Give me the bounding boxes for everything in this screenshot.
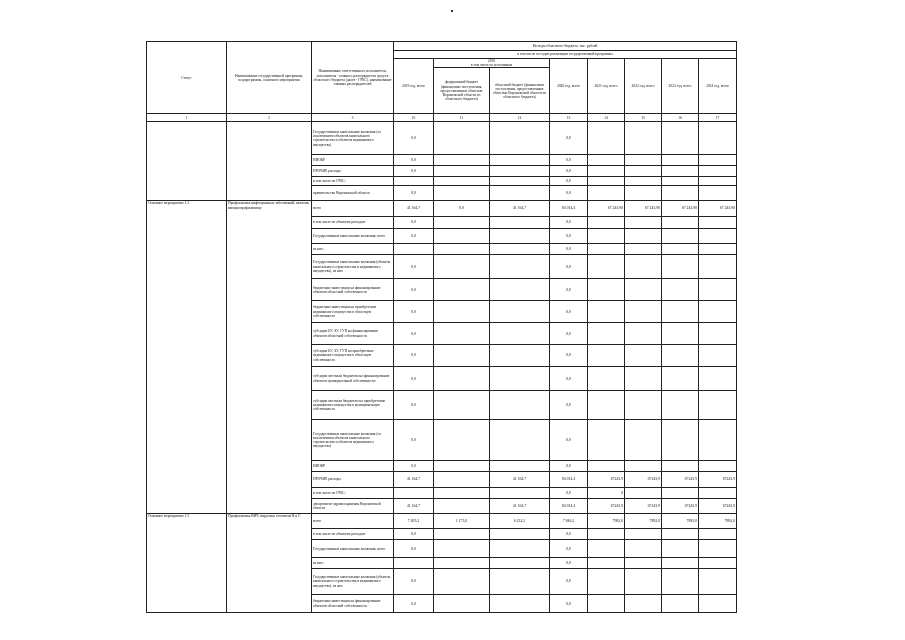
row-executor-cell: ПРОЧИЕ расходы [312, 472, 394, 487]
row-value-cell [434, 216, 490, 228]
row-value-cell [699, 244, 737, 255]
row-value-cell: 67 243,90 [699, 201, 737, 216]
row-value-cell [490, 122, 550, 155]
row-value-cell: 0,0 [434, 201, 490, 216]
row-value-cell [588, 540, 625, 558]
row-executor-cell: правительство Воронежской области [312, 186, 394, 201]
header-budget-title: Расходы областного бюджета, тыс. рублей [394, 42, 737, 51]
budget-table [146, 41, 737, 613]
header-years-subtitle: в том числе по годам реализации государственной программы [394, 51, 737, 59]
row-value-cell [490, 323, 550, 345]
row-value-cell: 67243,9 [588, 472, 625, 487]
row-value-cell: 7892,0 [662, 514, 699, 529]
row-value-cell [434, 419, 490, 461]
row-value-cell: 41 164,7 [394, 498, 434, 513]
row-value-cell: 84 014,4 [550, 498, 588, 513]
row-value-cell [490, 595, 550, 613]
row-value-cell [699, 255, 737, 279]
row-value-cell [662, 155, 699, 166]
row-value-cell [434, 498, 490, 513]
row-value-cell: 41 164,7 [490, 498, 550, 513]
row-value-cell: 41 164,7 [394, 472, 434, 487]
table-body [147, 122, 737, 613]
row-value-cell [662, 244, 699, 255]
row-value-cell [662, 391, 699, 420]
row-value-cell [625, 487, 662, 498]
row-value-cell [434, 487, 490, 498]
row-value-cell [662, 323, 699, 345]
row-value-cell [394, 177, 434, 186]
row-value-cell: 0,0 [394, 323, 434, 345]
row-value-cell: 0,0 [394, 391, 434, 420]
table-header [147, 42, 737, 122]
row-value-cell [588, 461, 625, 472]
row-value-cell [662, 228, 699, 243]
row-value-cell: 0,0 [550, 595, 588, 613]
row-value-cell: 0,0 [550, 323, 588, 345]
header-year-2023: 2023 год, всего [662, 59, 699, 114]
row-value-cell [699, 568, 737, 594]
row-value-cell: 0,0 [550, 177, 588, 186]
row-value-cell: 0,0 [394, 595, 434, 613]
row-value-cell [662, 487, 699, 498]
row-value-cell: 0,0 [550, 419, 588, 461]
col-number: 2 [227, 114, 312, 122]
row-value-cell: 0,0 [550, 367, 588, 391]
row-value-cell [490, 529, 550, 540]
row-value-cell: 1 173,0 [434, 514, 490, 529]
row-value-cell [588, 323, 625, 345]
row-value-cell [434, 391, 490, 420]
row-value-cell [625, 540, 662, 558]
row-status-cell: Основное мероприятие 1.2 [147, 201, 227, 514]
row-value-cell: 0,0 [550, 255, 588, 279]
row-value-cell: 0,0 [550, 228, 588, 243]
row-value-cell [434, 255, 490, 279]
row-value-cell [662, 557, 699, 568]
row-value-cell: 0,0 [394, 166, 434, 177]
row-value-cell [588, 186, 625, 201]
row-value-cell: 0,0 [394, 461, 434, 472]
row-value-cell [490, 461, 550, 472]
row-value-cell [588, 155, 625, 166]
row-value-cell: 0,0 [394, 540, 434, 558]
row-value-cell [625, 367, 662, 391]
row-value-cell [662, 301, 699, 323]
row-value-cell [490, 391, 550, 420]
row-value-cell: 0,0 [550, 529, 588, 540]
row-value-cell [434, 186, 490, 201]
row-value-cell: 0,0 [550, 186, 588, 201]
row-value-cell [394, 557, 434, 568]
row-value-cell [662, 345, 699, 367]
header-incl-group [434, 59, 550, 68]
header-local: областной бюджет (финансовые поступления, предоставленные областью Воронежской области из областного бюджета) [490, 68, 550, 114]
row-value-cell: 67243,9 [588, 498, 625, 513]
row-value-cell: 0,0 [550, 568, 588, 594]
row-value-cell: 0,0 [550, 301, 588, 323]
row-value-cell: 67243,9 [662, 498, 699, 513]
row-value-cell [699, 155, 737, 166]
row-value-cell [625, 557, 662, 568]
row-value-cell [625, 279, 662, 301]
row-value-cell [699, 595, 737, 613]
row-value-cell [490, 487, 550, 498]
row-value-cell [434, 155, 490, 166]
row-value-cell [625, 166, 662, 177]
row-value-cell [490, 568, 550, 594]
row-value-cell [588, 255, 625, 279]
row-value-cell [434, 166, 490, 177]
row-value-cell [490, 540, 550, 558]
col-number: 17 [699, 114, 737, 122]
row-value-cell [490, 186, 550, 201]
row-value-cell [625, 529, 662, 540]
row-value-cell: 0,0 [394, 529, 434, 540]
row-executor-cell: из них: [312, 557, 394, 568]
row-value-cell [699, 487, 737, 498]
row-value-cell [699, 461, 737, 472]
row-value-cell: 41 164,7 [394, 201, 434, 216]
row-value-cell [490, 345, 550, 367]
row-value-cell [588, 301, 625, 323]
row-value-cell [588, 216, 625, 228]
row-value-cell [662, 122, 699, 155]
row-value-cell [490, 419, 550, 461]
row-value-cell [434, 367, 490, 391]
row-value-cell [588, 244, 625, 255]
header-federal: федеральный бюджет (финансовые поступления, предоставленные областью Воронежской области из областного бюджета) [434, 68, 490, 114]
row-value-cell: 0,0 [550, 122, 588, 155]
row-status-cell [147, 122, 227, 201]
row-value-cell: 0,0 [550, 279, 588, 301]
row-value-cell [625, 419, 662, 461]
row-value-cell [588, 279, 625, 301]
row-value-cell [434, 540, 490, 558]
header-incl-label: 2019 [487, 59, 496, 63]
col-number: 10 [394, 114, 434, 122]
row-value-cell [625, 568, 662, 594]
row-value-cell [662, 540, 699, 558]
row-value-cell [490, 177, 550, 186]
row-value-cell [588, 391, 625, 420]
row-executor-cell: в том числе по объектам расходов: [312, 529, 394, 540]
table-row [147, 201, 737, 216]
row-executor-cell: НИОКР [312, 155, 394, 166]
row-executor-cell: Государственные капитальные вложения, всего [312, 540, 394, 558]
row-value-cell: 0,0 [550, 557, 588, 568]
row-value-cell [662, 186, 699, 201]
row-value-cell [625, 391, 662, 420]
row-value-cell [625, 323, 662, 345]
row-value-cell [699, 345, 737, 367]
row-value-cell [490, 255, 550, 279]
header-year-2019: 2019 год, всего [394, 59, 434, 114]
row-value-cell: 0,0 [394, 568, 434, 594]
row-value-cell: 67243,9 [625, 498, 662, 513]
row-executor-cell: субсидии местным бюджетам на приобретение недвижимого имущества в муниципальную собственность [312, 391, 394, 420]
row-value-cell [699, 540, 737, 558]
row-value-cell [662, 216, 699, 228]
row-value-cell: 84 014,4 [550, 472, 588, 487]
row-value-cell [662, 461, 699, 472]
header-year-2021: 2021 год, всего [588, 59, 625, 114]
row-value-cell [490, 244, 550, 255]
row-value-cell [490, 155, 550, 166]
row-value-cell [434, 472, 490, 487]
row-value-cell: 0,0 [394, 367, 434, 391]
row-executor-cell: субсидии местным бюджетам на финансирование объектов муниципальной собственности [312, 367, 394, 391]
row-value-cell: 0,0 [394, 419, 434, 461]
row-value-cell [625, 255, 662, 279]
row-value-cell [490, 367, 550, 391]
row-value-cell [699, 228, 737, 243]
row-value-cell [490, 216, 550, 228]
row-value-cell [699, 177, 737, 186]
row-executor-cell: в том числе по ГРБС: [312, 177, 394, 186]
header-status: Статус [147, 42, 227, 114]
row-value-cell: 0,0 [394, 301, 434, 323]
row-value-cell [699, 391, 737, 420]
row-executor-cell: Государственные капитальные вложения (за исключением объектов капитального строительства и объектов недвижимого имущества) [312, 419, 394, 461]
row-value-cell [490, 557, 550, 568]
row-program-name-cell: Профилактика ВИЧ, вирусных гепатитов В и С [227, 514, 312, 613]
row-value-cell [662, 367, 699, 391]
row-value-cell [662, 166, 699, 177]
row-executor-cell: из них: [312, 244, 394, 255]
row-value-cell: 0,0 [550, 166, 588, 177]
row-value-cell: 0,0 [550, 345, 588, 367]
header-incl-sources: в том числе по источникам [470, 63, 513, 68]
row-value-cell [434, 345, 490, 367]
row-value-cell [588, 595, 625, 613]
row-executor-cell: субсидии БУ, АУ, ГУП на финансирование объектов областной собственности [312, 323, 394, 345]
row-value-cell [588, 568, 625, 594]
col-number: 16 [662, 114, 699, 122]
header-year-2022: 2022 год, всего [625, 59, 662, 114]
row-value-cell [662, 568, 699, 594]
row-value-cell: 67 243,90 [625, 201, 662, 216]
table-row [147, 514, 737, 529]
row-value-cell [490, 228, 550, 243]
row-value-cell: 0,0 [550, 155, 588, 166]
row-value-cell [588, 228, 625, 243]
row-value-cell [588, 367, 625, 391]
row-value-cell: 0,0 [394, 216, 434, 228]
row-value-cell: 7 405,2 [394, 514, 434, 529]
row-value-cell: 0,0 [394, 228, 434, 243]
row-value-cell: 0,0 [394, 186, 434, 201]
row-value-cell [699, 122, 737, 155]
row-value-cell: 0,0 [394, 122, 434, 155]
row-value-cell [662, 255, 699, 279]
row-value-cell [434, 323, 490, 345]
row-value-cell [588, 177, 625, 186]
col-number: 13 [550, 114, 588, 122]
row-value-cell: 0,0 [550, 391, 588, 420]
col-number: 1 [147, 114, 227, 122]
row-executor-cell: всего [312, 201, 394, 216]
row-value-cell [434, 279, 490, 301]
row-value-cell [625, 177, 662, 186]
row-executor-cell: НИОКР [312, 461, 394, 472]
row-executor-cell: бюджетные инвестиции на приобретение недвижимого имущества в областную собственность [312, 301, 394, 323]
row-executor-cell: Государственные капитальные вложения, всего [312, 228, 394, 243]
row-value-cell [434, 557, 490, 568]
row-value-cell [699, 186, 737, 201]
header-year-2020: 2020 год, всего [550, 59, 588, 114]
row-value-cell [588, 166, 625, 177]
row-value-cell [662, 279, 699, 301]
column-number-row [147, 114, 737, 122]
row-executor-cell: в том числе по объектам расходов: [312, 216, 394, 228]
table-row [147, 122, 737, 155]
row-value-cell: 0,0 [394, 345, 434, 367]
row-value-cell [434, 177, 490, 186]
row-value-cell [662, 177, 699, 186]
row-value-cell: 0,0 [550, 540, 588, 558]
row-value-cell: 0,0 [550, 244, 588, 255]
row-value-cell [588, 557, 625, 568]
row-value-cell [625, 461, 662, 472]
row-value-cell [490, 301, 550, 323]
col-number: 3 [312, 114, 394, 122]
row-executor-cell: ПРОЧИЕ расходы [312, 166, 394, 177]
row-value-cell [490, 279, 550, 301]
row-status-cell: Основное мероприятие 1.3 [147, 514, 227, 613]
row-value-cell: 7982,0 [588, 514, 625, 529]
header-year-2024: 2024 год, всего [699, 59, 737, 114]
row-value-cell [625, 216, 662, 228]
row-value-cell [699, 557, 737, 568]
row-value-cell [625, 345, 662, 367]
row-value-cell [662, 419, 699, 461]
col-number: 12 [490, 114, 550, 122]
row-executor-cell: департамент здравоохранения Воронежской области [312, 498, 394, 513]
row-value-cell [434, 244, 490, 255]
row-value-cell [434, 568, 490, 594]
row-executor-cell: бюджетные инвестиции на финансирование объектов областной собственности [312, 595, 394, 613]
col-number: 11 [434, 114, 490, 122]
row-value-cell [434, 122, 490, 155]
row-value-cell [434, 461, 490, 472]
row-value-cell [588, 345, 625, 367]
row-value-cell: 0,0 [394, 255, 434, 279]
row-value-cell: 41 164,7 [490, 472, 550, 487]
row-value-cell: 6 232,2 [490, 514, 550, 529]
row-executor-cell: Государственные капитальные вложения (за исключением объектов капитального строительства и объектов недвижимого имущества) [312, 122, 394, 155]
row-executor-cell: Государственные капитальные вложения (объекты капитального строительства и недвижимого имущества), из них [312, 255, 394, 279]
row-value-cell: 41 164,7 [490, 201, 550, 216]
row-value-cell: 0 [588, 487, 625, 498]
row-value-cell [699, 323, 737, 345]
row-value-cell: 7 846,2 [550, 514, 588, 529]
row-value-cell [625, 301, 662, 323]
row-value-cell [394, 244, 434, 255]
row-program-name-cell: Профилактика инфекционных заболеваний, включая иммунопрофилактику [227, 201, 312, 514]
row-value-cell: 0,0 [394, 279, 434, 301]
col-number: 15 [625, 114, 662, 122]
row-value-cell [394, 487, 434, 498]
row-value-cell: 0,0 [550, 461, 588, 472]
row-value-cell: 0,0 [550, 216, 588, 228]
row-executor-cell: в том числе по ГРБС: [312, 487, 394, 498]
row-value-cell [625, 186, 662, 201]
row-value-cell: 67243,9 [662, 472, 699, 487]
row-value-cell [588, 419, 625, 461]
row-value-cell: 0,0 [394, 155, 434, 166]
row-value-cell [625, 122, 662, 155]
row-value-cell [662, 529, 699, 540]
row-value-cell: 67 243,90 [588, 201, 625, 216]
row-executor-cell: бюджетные инвестиции на финансирование объектов областной собственности [312, 279, 394, 301]
row-value-cell [662, 595, 699, 613]
row-value-cell [699, 301, 737, 323]
row-value-cell [434, 595, 490, 613]
row-value-cell: 67243,9 [699, 472, 737, 487]
row-value-cell: 84 014,4 [550, 201, 588, 216]
row-value-cell [588, 122, 625, 155]
header-program-name: Наименование государственной программы, подпрограммы, основного мероприятия [227, 42, 312, 114]
row-executor-cell: субсидии БУ, АУ, ГУП на приобретение недвижимого имущества в областную собственность [312, 345, 394, 367]
row-executor-cell: всего [312, 514, 394, 529]
row-program-name-cell [227, 122, 312, 201]
page-marker-dot [451, 10, 453, 12]
row-value-cell: 67243,9 [625, 472, 662, 487]
row-value-cell: 7892,0 [699, 514, 737, 529]
row-value-cell [625, 228, 662, 243]
row-value-cell [490, 166, 550, 177]
row-value-cell [434, 529, 490, 540]
row-value-cell [699, 367, 737, 391]
row-value-cell [699, 216, 737, 228]
row-value-cell [699, 166, 737, 177]
row-value-cell [699, 529, 737, 540]
row-value-cell [699, 279, 737, 301]
row-executor-cell: Государственные капитальные вложения (объекты капитального строительства и недвижимого имущества), из них [312, 568, 394, 594]
row-value-cell [699, 419, 737, 461]
row-value-cell: 67 243,90 [662, 201, 699, 216]
row-value-cell [625, 595, 662, 613]
row-value-cell: 7892,0 [625, 514, 662, 529]
row-value-cell [434, 228, 490, 243]
col-number: 14 [588, 114, 625, 122]
header-executor: Наименование ответственного исполнителя, исполнителя - главного распорядителя средств областного бюджета (далее - ГРБС), наименование главных распорядителей [312, 42, 394, 114]
row-value-cell: 67243,9 [699, 498, 737, 513]
row-value-cell [434, 301, 490, 323]
row-value-cell [625, 244, 662, 255]
row-value-cell: 0,0 [550, 487, 588, 498]
row-value-cell [588, 529, 625, 540]
row-value-cell [625, 155, 662, 166]
